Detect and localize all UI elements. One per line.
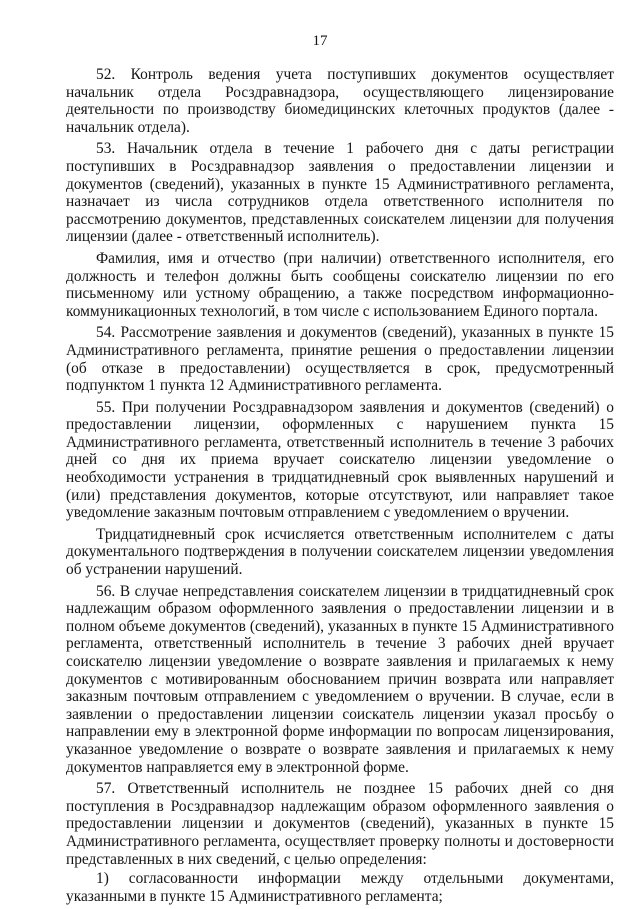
paragraph-56: 56. В случае непредставления соискателем лицензии в тридцатидневный срок надлежащим образом оформленного заявления о предоставлении лицензии и в полном объеме документов (сведений), указанных в пункте 15 Административного регламента, ответственный исполнитель в течение 3 рабочих дней вручает соискателю лицензии уведомление о возврате заявления и прилагаемых к нему документов с мотивированным обоснованием причин возврата или направляет заказным почтовым отправлением с уведомлением о вручении. В случае, если в заявлении о предоставлении лицензии соискатель лицензии указал просьбу о направлении ему в электронной форме информации по вопросам лицензирования, указанное уведомление о возврате о возврате заявления и прилагаемых к нему документов направляется ему в электронной форме. — [66, 582, 614, 776]
paragraph-52: 52. Контроль ведения учета поступивших документов осуществляет начальник отдела Росздравнадзора, осуществляющего лицензирование деятельности по производству биомедицинских клеточных продуктов (далее - начальник отдела). — [66, 66, 614, 136]
paragraph-55-term: Тридцатидневный срок исчисляется ответственным исполнителем с даты документального подтверждения в получении соискателем лицензии уведомления об устранении нарушений. — [66, 525, 614, 579]
paragraph-57-item-1: 1) согласованности информации между отдельными документами, указанными в пункте 15 Административного регламента; — [66, 870, 614, 905]
paragraph-53: 53. Начальник отдела в течение 1 рабочего дня с даты регистрации поступивших в Росздравнадзор заявления о предоставлении лицензии и документов (сведений), указанных в пункте 15 Административного регламента, назначает из числа сотрудников отдела ответственного исполнителя по рассмотрению документов, представленных соискателем лицензии для получения лицензии (далее - ответственный исполнитель). — [66, 140, 614, 246]
paragraph-55: 55. При получении Росздравнадзором заявления и документов (сведений) о предоставлении лицензии, оформленных с нарушением пункта 15 Административного регламента, ответственный исполнитель в течение 3 рабочих дней со дня их приема вручает соискателю лицензии уведомление о необходимости устранения в тридцатидневный срок выявленных нарушений и (или) представления документов, которые отсутствуют, или направляет такое уведомление заказным почтовым отправлением с уведомлением о вручении. — [66, 398, 614, 522]
page-number: 17 — [312, 33, 328, 49]
document-body — [66, 66, 614, 909]
paragraph-53-contact: Фамилия, имя и отчество (при наличии) ответственного исполнителя, его должность и телефон должны быть сообщены соискателю лицензии по его письменному или устному обращению, а также посредством информационно-коммуникационных технологий, в том числе с использованием Единого портала. — [66, 249, 614, 320]
paragraph-54: 54. Рассмотрение заявления и документов (сведений), указанных в пункте 15 Административного регламента, принятие решения о предоставлении лицензии (об отказе в предоставлении) осуществляется в срок, предусмотренный подпунктом 1 пункта 12 Административного регламента. — [66, 324, 614, 395]
paragraph-57: 57. Ответственный исполнитель не позднее 15 рабочих дней со дня поступления в Росздравнадзор надлежащим образом оформленного заявления о предоставлении лицензии и документов (сведений), указанных в пункте 15 Административного регламента, осуществляет проверку полноты и достоверности представленных в них сведений, с целью определения: — [66, 780, 614, 868]
